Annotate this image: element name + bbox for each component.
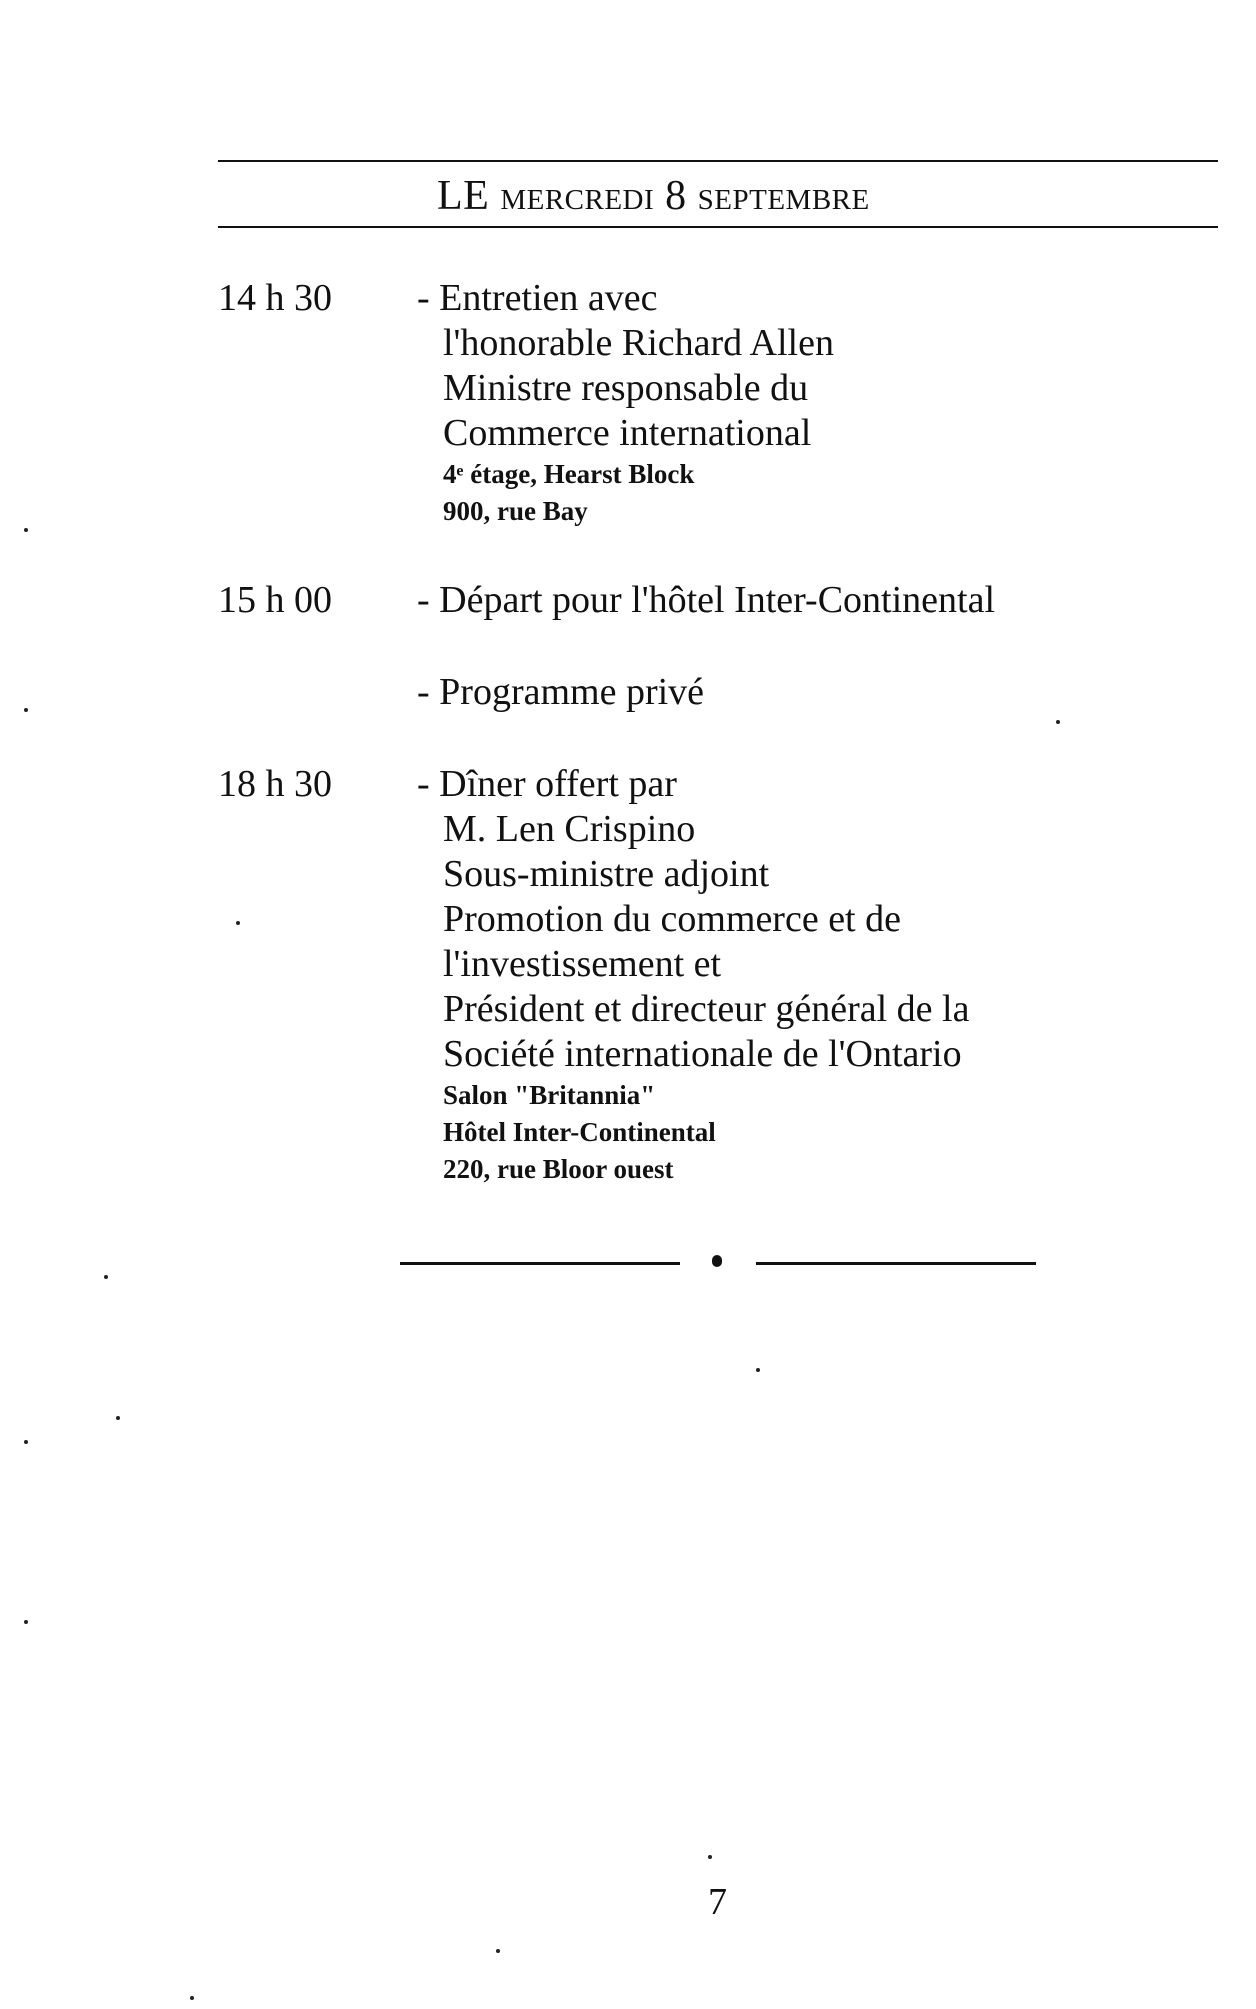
scan-speck	[496, 1949, 500, 1953]
entry-line: - Entretien avec	[417, 277, 658, 319]
scan-speck	[104, 1275, 108, 1279]
footer-rule-left	[400, 1262, 680, 1265]
scan-speck	[756, 1368, 760, 1372]
entry-location: Salon "Britannia"	[443, 1080, 656, 1110]
entry-line: Ministre responsable du	[443, 367, 809, 409]
entry-line: Commerce international	[443, 412, 812, 454]
entry-time: 14 h 30	[218, 277, 332, 319]
entry-line: - Dîner offert par	[417, 763, 677, 805]
scan-speck	[24, 708, 28, 712]
title-prefix: LE	[437, 173, 490, 219]
footer-rule-right	[756, 1262, 1036, 1265]
entry-line: - Départ pour l'hôtel Inter-Continental	[417, 579, 996, 621]
entry-time: 18 h 30	[218, 763, 332, 805]
scan-speck	[708, 1855, 712, 1859]
title-month: septembre	[697, 173, 870, 219]
entry-line: Société internationale de l'Ontario	[443, 1033, 962, 1075]
page-title	[437, 172, 870, 220]
entry-time: 15 h 00	[218, 579, 332, 621]
entry-location: Hôtel Inter-Continental	[443, 1117, 716, 1147]
scan-speck	[236, 921, 240, 925]
entry-location: 4ᵉ étage, Hearst Block	[443, 459, 695, 489]
entry-location: 220, rue Bloor ouest	[443, 1154, 674, 1184]
scan-speck	[24, 528, 28, 532]
scan-speck	[1056, 720, 1060, 724]
scan-speck	[116, 1416, 120, 1420]
footer-ornament-dot	[712, 1255, 722, 1267]
entry-line: Promotion du commerce et de	[443, 898, 901, 940]
page-number: 7	[708, 1881, 727, 1923]
entry-line: M. Len Crispino	[443, 808, 696, 850]
entry-line: - Programme privé	[417, 671, 705, 713]
entry-location: 900, rue Bay	[443, 496, 588, 526]
entry-line: l'honorable Richard Allen	[443, 322, 834, 364]
entry-line: Sous-ministre adjoint	[443, 853, 770, 895]
title-day: 8	[665, 173, 687, 219]
entry-line: Président et directeur général de la	[443, 988, 970, 1030]
title-weekday: mercredi	[500, 173, 655, 219]
header-top-rule	[218, 160, 1218, 162]
entry-line: l'investissement et	[443, 943, 722, 985]
scan-speck	[24, 1440, 28, 1444]
scan-speck	[190, 1996, 194, 2000]
scan-speck	[24, 1620, 28, 1624]
header-bottom-rule	[218, 226, 1218, 228]
